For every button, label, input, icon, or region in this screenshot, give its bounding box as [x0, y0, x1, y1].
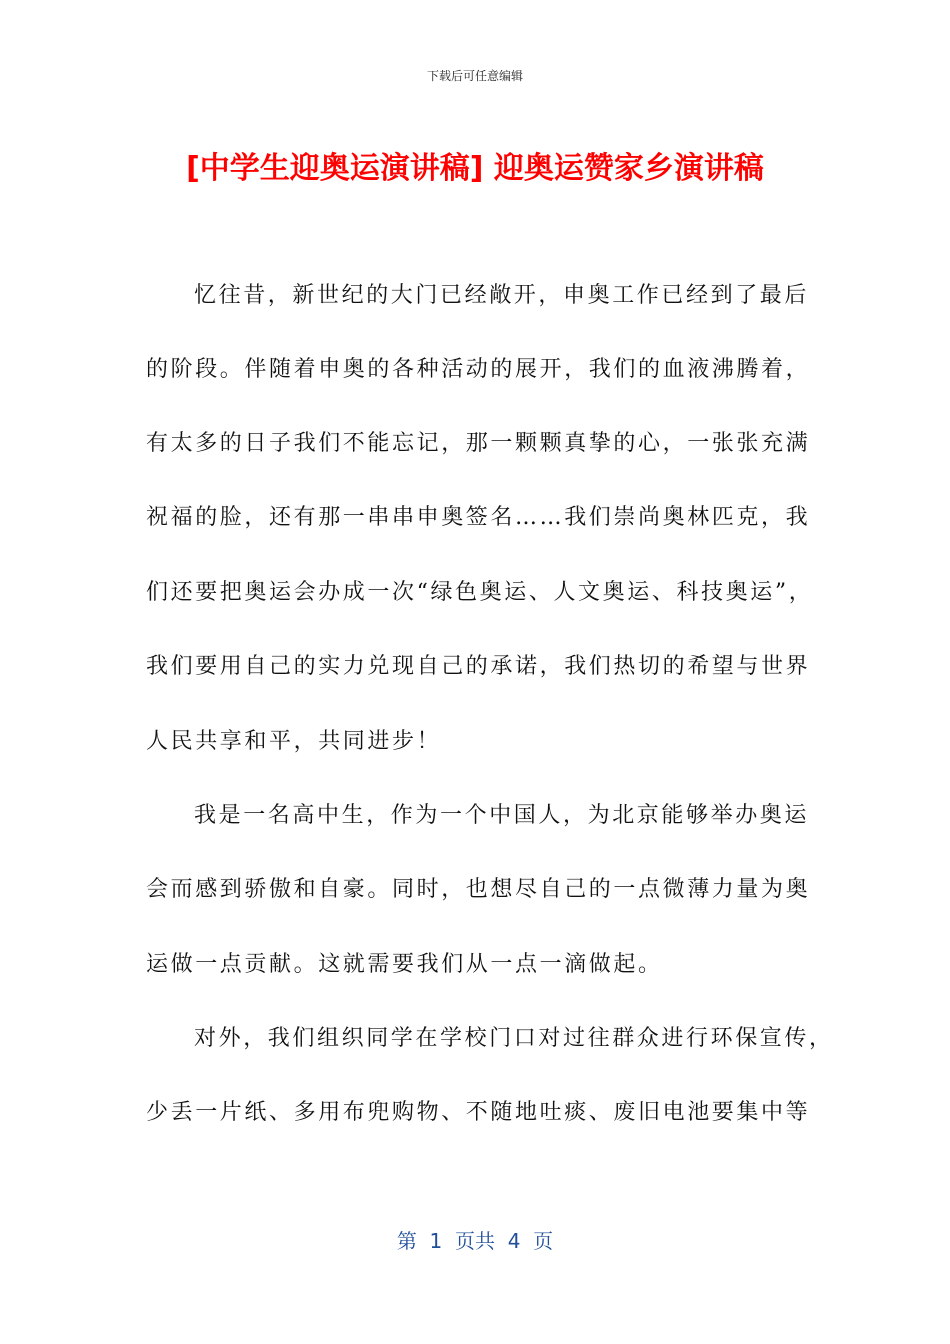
- header-note: 下载后可任意编辑: [426, 69, 523, 83]
- page-footer: 第 1 页共 4 页: [396, 1229, 554, 1253]
- paragraph-line: 人民共享和平，共同进步！: [146, 729, 442, 754]
- paragraph-line: 我是一名高中生，作为一个中国人，为北京能够举办奥运: [194, 803, 810, 828]
- paragraph-line: 我们要用自己的实力兑现自己的承诺，我们热切的希望与世界: [146, 654, 811, 679]
- paragraph-line: 有太多的日子我们不能忘记，那一颗颗真挚的心，一张张充满: [146, 431, 811, 456]
- paragraph-line: 对外，我们组织同学在学校门口对过往群众进行环保宣传，: [194, 1026, 834, 1051]
- paragraph-line: 忆往昔，新世纪的大门已经敞开，申奥工作已经到了最后: [194, 283, 810, 308]
- paragraph-line: 祝福的脸，还有那一串串申奥签名……我们崇尚奥林匹克，我: [146, 505, 811, 530]
- paragraph-line: 运做一点贡献。这就需要我们从一点一滴做起。: [146, 952, 663, 977]
- paragraph-line: 们还要把奥运会办成一次“绿色奥运、人文奥运、科技奥运”，: [146, 580, 814, 605]
- paragraph-line: 少丢一片纸、多用布兜购物、不随地吐痰、废旧电池要集中等: [146, 1100, 811, 1125]
- paragraph-line: 会而感到骄傲和自豪。同时，也想尽自己的一点微薄力量为奥: [146, 877, 811, 902]
- document-title: [中学生迎奥运演讲稿] 迎奥运赞家乡演讲稿: [186, 151, 764, 186]
- paragraph-line: 的阶段。伴随着申奥的各种活动的展开，我们的血液沸腾着，: [146, 357, 811, 382]
